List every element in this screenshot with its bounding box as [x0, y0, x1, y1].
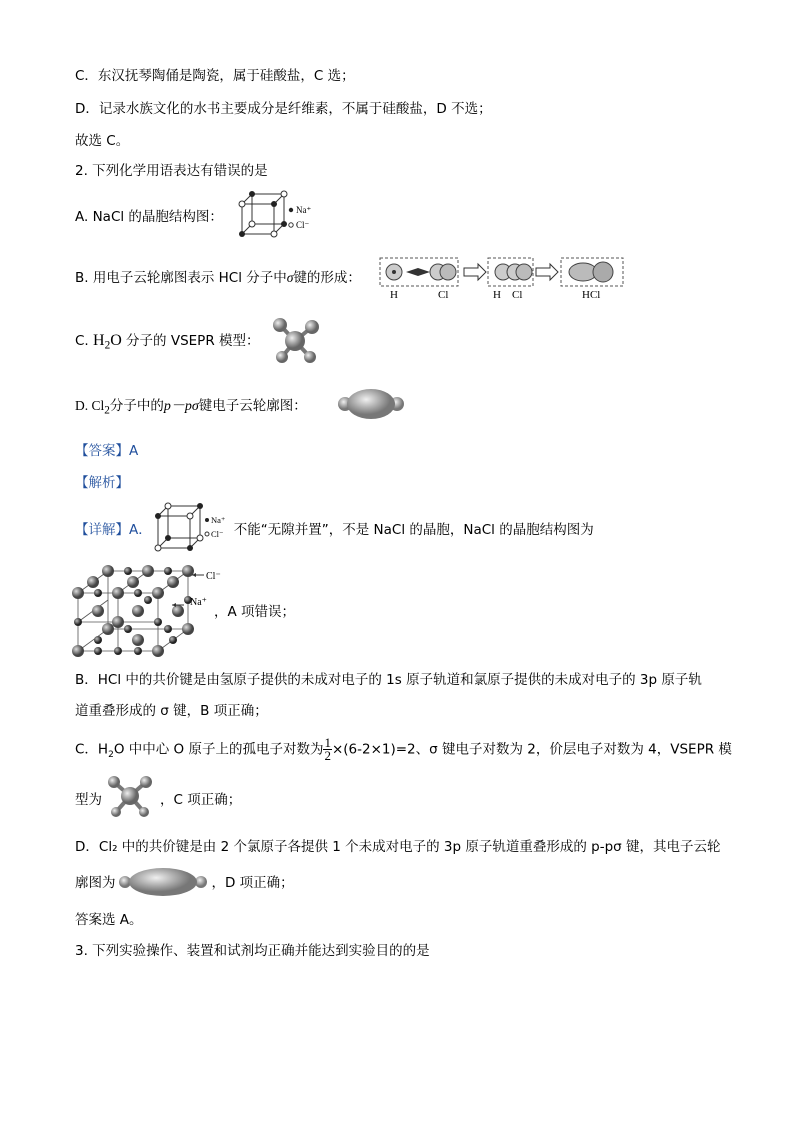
nacl-na-label: Na⁺ — [190, 597, 207, 608]
detail-d-line-2: 廓图为 ，D 项正确； — [75, 875, 294, 891]
detail-b-line-1: B．HCl 中的共价键是由氢原子提供的未成对电子的 1s 原子轨道和氯原子提供的未成对电子的 3p 原子轨 — [75, 672, 702, 688]
na-label: Na⁺ — [296, 205, 312, 215]
detail-a-line: 【详解】A． 不能“无隙并置”，不是 NaCl 的晶胞，NaCl 的晶胞结构图为 — [75, 522, 594, 538]
wrong-cell-figure-small — [152, 500, 234, 554]
option-a: A. NaCl 的晶胞结构图： — [75, 209, 223, 225]
detail-a-end: ，A 项错误； — [214, 604, 296, 620]
detail-c-line-1: C．$H_2O$ 中中心 O 原子上的孤电子对数为 $\frac{1}{2}$ ×(6-2×1)=2、σ 键电子对数为 2，价层电子对数为 4，VSEPR 模 — [75, 735, 732, 763]
cl-orbital-label: Cl — [438, 289, 449, 301]
vsepr-model-figure-small — [104, 772, 156, 820]
question-2: 2. 下列化学用语表达有错误的是 — [75, 163, 268, 179]
hcl-label: HCl — [582, 289, 601, 301]
c-prev-line: C．东汉抚琴陶俑是陶瓷，属于硅酸盐，C 选； — [75, 68, 355, 84]
nacl-cl-label: Cl⁻ — [206, 571, 221, 582]
detail-c-line-2: 型为 ，C 项正确； — [75, 792, 242, 808]
vsepr-model-figure — [268, 313, 324, 365]
question-3: 3. 下列实验操作、装置和试剂均正确并能达到实验目的的是 — [75, 943, 430, 959]
nacl-lattice-figure — [72, 563, 222, 659]
detail-d-line-1: D．Cl₂ 中的共价键是由 2 个氯原子各提供 1 个未成对电子的 3p 原子轨道重叠形成的 p-pσ 键，其电子云轮 — [75, 839, 721, 855]
hcl-orbital-figure — [378, 256, 628, 302]
cl-label-small: Cl⁻ — [211, 529, 224, 539]
final-answer: 答案选 A。 — [75, 912, 143, 928]
answer-label: 【答案】A — [75, 443, 139, 459]
detail-b-line-2: 道重叠形成的 σ 键，B 项正确； — [75, 703, 268, 719]
cl-label: Cl⁻ — [296, 220, 310, 230]
option-d: D. $Cl_2$分子中的p－pσ键电子云轮廓图： — [75, 398, 307, 417]
option-b: B. 用电子云轮廓图表示 HCl 分子中σ键的形成： — [75, 270, 361, 286]
analysis-label: 【解析】 — [75, 475, 129, 491]
fraction-half: $\frac{1}{2}$ — [324, 735, 331, 763]
cl-label-2: Cl — [512, 289, 523, 301]
h-label-2: H — [493, 289, 501, 301]
pp-sigma-figure-small — [117, 862, 213, 902]
option-c: C. $H_2O$ 分子的 VSEPR 模型： — [75, 332, 260, 352]
pp-sigma-figure — [336, 384, 406, 424]
choose-line: 故选 C。 — [75, 133, 130, 149]
na-label-small: Na⁺ — [211, 515, 226, 525]
wrong-cell-figure — [230, 190, 320, 244]
d-prev-line: D．记录水族文化的水书主要成分是纤维素，不属于硅酸盐，D 不选； — [75, 101, 492, 117]
h-label: H — [390, 289, 398, 301]
